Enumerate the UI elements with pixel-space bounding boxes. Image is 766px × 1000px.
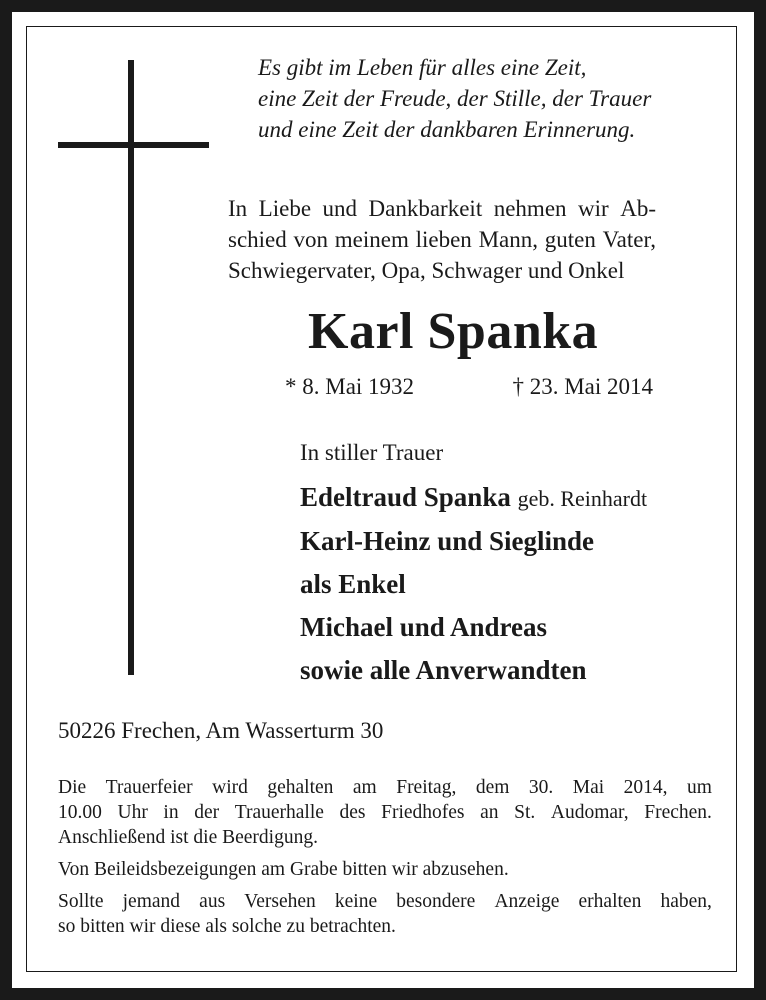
quote-line: und eine Zeit der dankbaren Erinnerung. <box>258 117 636 142</box>
word: Mann, <box>478 227 538 252</box>
word: Vater, <box>602 227 656 252</box>
service-line-3: Anschließend ist die Beerdigung. <box>58 827 318 848</box>
quote-line: eine Zeit der Freude, der Stille, der Trauer <box>258 86 652 111</box>
word: wird <box>212 777 248 798</box>
death-date: † 23. Mai 2014 <box>512 374 653 399</box>
word: erhalten <box>578 891 642 912</box>
word: Mai <box>572 777 605 798</box>
word: Freitag, <box>396 777 457 798</box>
word: In <box>228 196 248 221</box>
word: Trauerhalle <box>234 802 324 823</box>
quote-line: Es gibt im Leben für alles eine Zeit, <box>258 55 587 80</box>
word: jemand <box>122 891 181 912</box>
word: meinem <box>334 227 409 252</box>
word: Frechen. <box>644 802 712 823</box>
word: um <box>687 777 712 798</box>
word: am <box>352 777 377 798</box>
word: St. <box>514 802 536 823</box>
word: von <box>293 227 329 252</box>
word: Uhr <box>117 802 148 823</box>
word: aus <box>199 891 226 912</box>
service-line-2 <box>58 800 712 825</box>
word: an <box>480 802 499 823</box>
relatives-row: sowie alle Anverwandten <box>300 655 587 685</box>
mourning-lead: In stiller Trauer <box>300 440 444 465</box>
spouse-row <box>300 476 647 520</box>
word: des <box>339 802 366 823</box>
word: Audomar, <box>550 802 629 823</box>
intro-text <box>228 193 656 286</box>
children-row: Karl-Heinz und Sieglinde <box>300 526 595 556</box>
spouse-maiden-name: geb. Reinhardt <box>517 486 648 511</box>
notice-line-1 <box>58 889 712 914</box>
notice-line-2: so bitten wir diese als solche zu betrachten. <box>58 916 396 937</box>
word: Dankbarkeit <box>368 196 483 221</box>
word: Liebe <box>258 196 312 221</box>
intro-line-1 <box>228 193 656 224</box>
service-line-1 <box>58 775 712 800</box>
word: haben, <box>660 891 712 912</box>
cross-horizontal-bar <box>58 142 209 148</box>
word: Die <box>58 777 87 798</box>
word: besondere <box>396 891 476 912</box>
word: der <box>194 802 220 823</box>
word: guten <box>544 227 596 252</box>
grandchildren-label: als Enkel <box>300 569 406 599</box>
cross-vertical-bar <box>128 60 134 675</box>
word: Versehen <box>244 891 316 912</box>
intro-line-3: Schwiegervater, Opa, Schwager und Onkel <box>228 258 625 283</box>
word: nehmen <box>493 196 567 221</box>
word: 10.00 <box>58 802 102 823</box>
deceased-name: Karl Spanka <box>308 303 599 360</box>
word: Friedhofes <box>381 802 465 823</box>
word: und <box>322 196 358 221</box>
condolence-note: Von Beileidsbezeigungen am Grabe bitten wir abzusehen. <box>58 859 509 880</box>
word: in <box>163 802 179 823</box>
word: 30. <box>528 777 554 798</box>
life-dates <box>285 372 653 402</box>
spouse-name: Edeltraud Spanka <box>300 482 511 512</box>
intro-line-2 <box>228 224 656 255</box>
word: dem <box>475 777 510 798</box>
birth-date: * 8. Mai 1932 <box>285 374 415 399</box>
grandchildren-row: Michael und Andreas <box>300 612 548 642</box>
word: Trauerfeier <box>105 777 193 798</box>
word: keine <box>334 891 378 912</box>
address-line: 50226 Frechen, Am Wasserturm 30 <box>58 718 384 743</box>
word: Anzeige <box>494 891 560 912</box>
word: Ab- <box>620 196 656 221</box>
word: 2014, <box>623 777 668 798</box>
word: wir <box>578 196 609 221</box>
word: Sollte <box>58 891 104 912</box>
mourners-block <box>300 438 647 692</box>
word: lieben <box>415 227 472 252</box>
quote-block <box>258 52 651 145</box>
funeral-details <box>58 775 712 939</box>
word: schied <box>228 227 287 252</box>
word: gehalten <box>267 777 334 798</box>
